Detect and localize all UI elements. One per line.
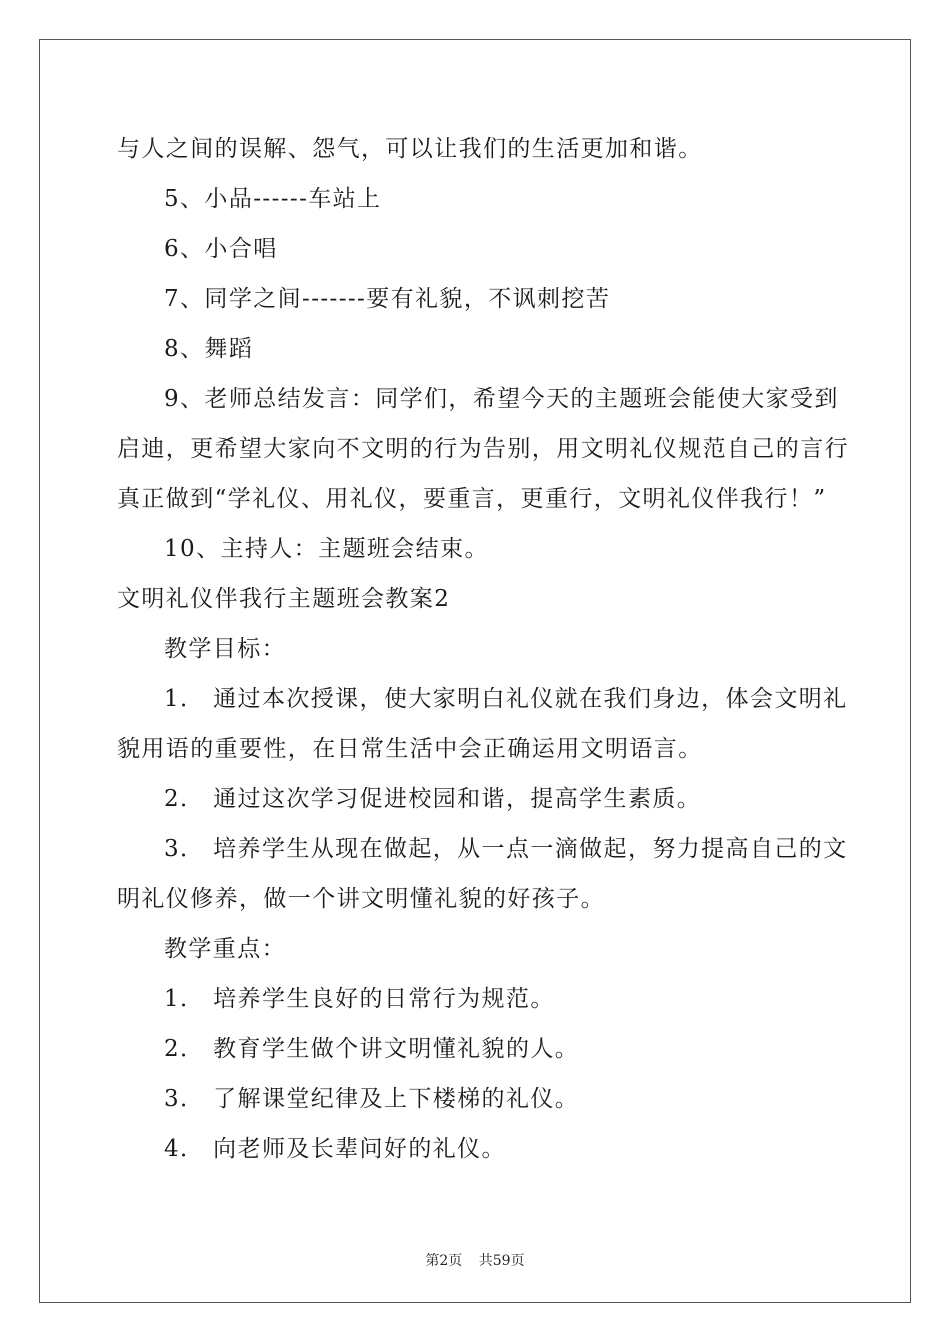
paragraph-line: 貌用语的重要性，在日常生活中会正确运用文明语言。 xyxy=(117,736,703,762)
program-item-5: 5、小品------车站上 xyxy=(164,186,382,212)
focus-item-3: 3． 了解课堂纪律及上下楼梯的礼仪。 xyxy=(164,1086,580,1112)
focus-item-1: 1． 培养学生良好的日常行为规范。 xyxy=(164,986,555,1012)
goal-item-3: 3． 培养学生从现在做起，从一点一滴做起，努力提高自己的文 xyxy=(164,836,848,862)
paragraph-line: 启迪，更希望大家向不文明的行为告别，用文明礼仪规范自己的言行 xyxy=(117,436,849,462)
page-total: 共59页 xyxy=(478,1253,525,1269)
focus-item-2: 2． 教育学生做个讲文明懂礼貌的人。 xyxy=(164,1036,580,1062)
section-title: 文明礼仪伴我行主题班会教案2 xyxy=(117,586,451,612)
paragraph-line: 与人之间的误解、怨气，可以让我们的生活更加和谐。 xyxy=(117,136,703,162)
program-item-8: 8、舞蹈 xyxy=(164,336,254,362)
goal-item-2: 2． 通过这次学习促进校园和谐，提高学生素质。 xyxy=(164,786,702,812)
program-item-7: 7、同学之间-------要有礼貌，不讽刺挖苦 xyxy=(164,286,611,312)
program-item-9: 9、老师总结发言：同学们，希望今天的主题班会能使大家受到 xyxy=(164,386,839,412)
heading-teaching-focus: 教学重点： xyxy=(164,936,286,962)
paragraph-line: 明礼仪修养，做一个讲文明懂礼貌的好孩子。 xyxy=(117,886,605,912)
page-number: 第2页 xyxy=(425,1253,463,1269)
heading-teaching-goals: 教学目标： xyxy=(164,636,286,662)
focus-item-4: 4． 向老师及长辈问好的礼仪。 xyxy=(164,1136,506,1162)
program-item-6: 6、小合唱 xyxy=(164,236,278,262)
page-footer xyxy=(0,1250,950,1270)
program-item-10: 10、主持人：主题班会结束。 xyxy=(164,536,489,562)
goal-item-1: 1． 通过本次授课，使大家明白礼仪就在我们身边，体会文明礼 xyxy=(164,686,848,712)
paragraph-line: 真正做到“学礼仪、用礼仪，要重言，更重行，文明礼仪伴我行！” xyxy=(117,486,827,512)
document-body xyxy=(117,124,849,1174)
